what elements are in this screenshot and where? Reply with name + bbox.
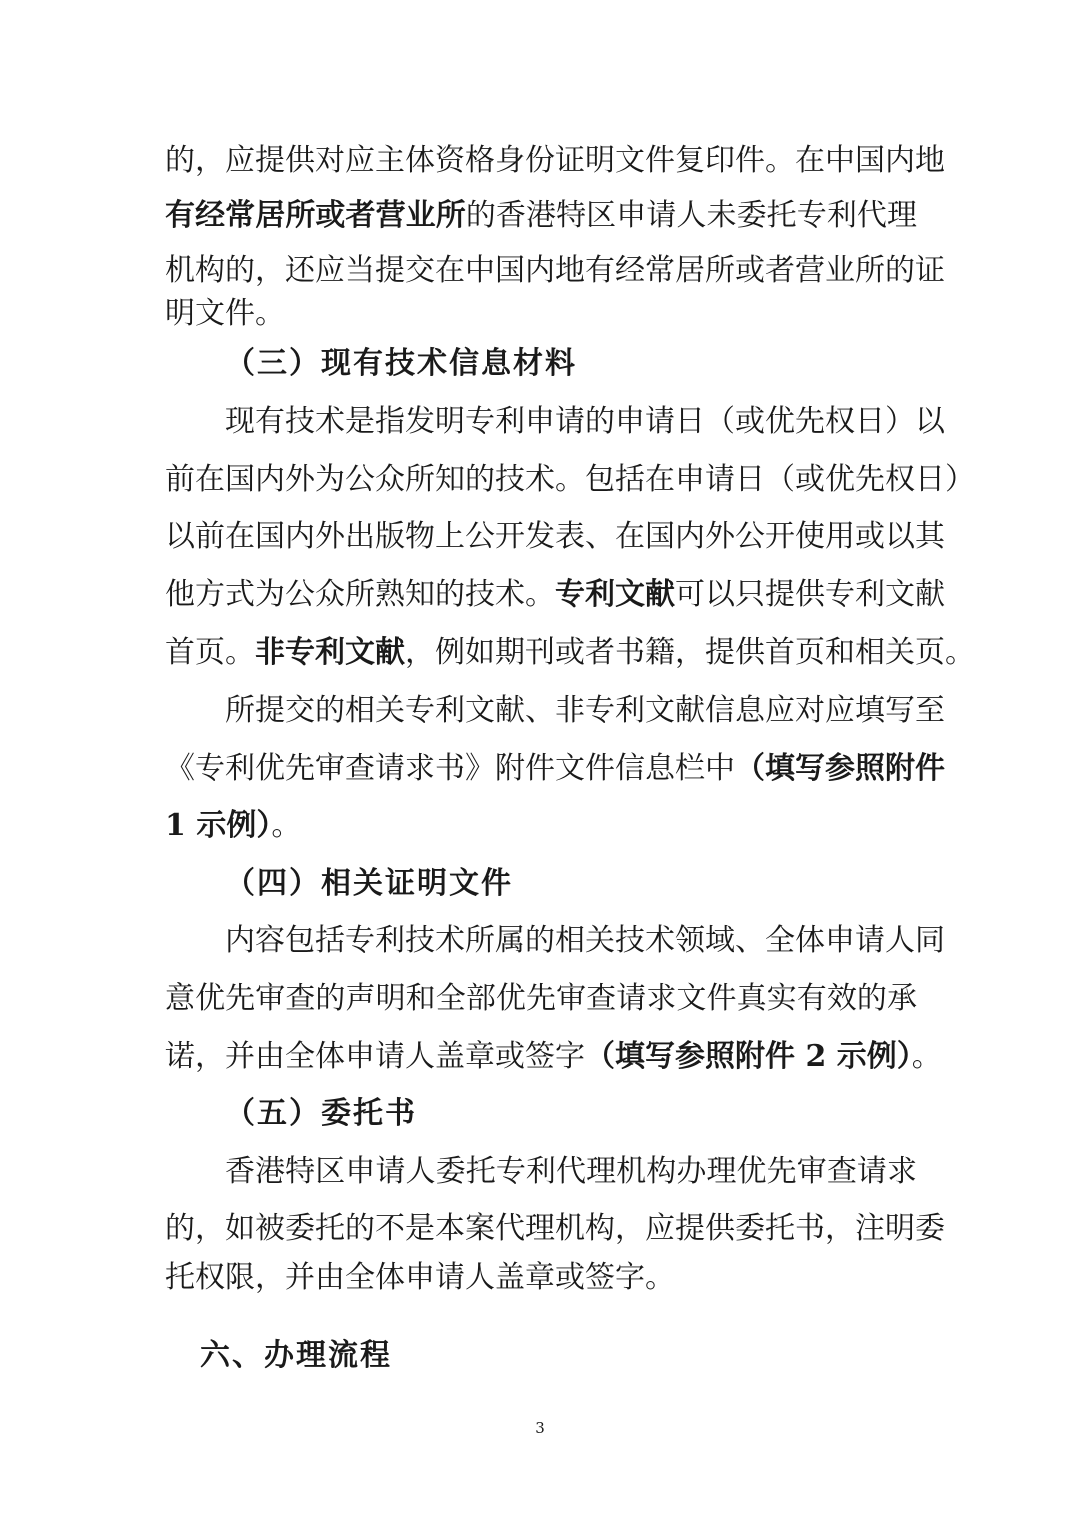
paragraph-line (165, 1037, 942, 1077)
paragraph-line (165, 196, 917, 236)
text: 的，如被委托的不是本案代理机构，应提供委托书，注明委 (165, 1211, 945, 1246)
section-6-heading: 六、办理流程 (200, 1338, 392, 1373)
paragraph-line (165, 1209, 945, 1249)
text: 诺，并由全体申请人盖章或签字 (165, 1039, 585, 1074)
paragraph-line (165, 806, 917, 846)
text: 托权限，并由全体申请人盖章或签字。 (165, 1260, 675, 1295)
paragraph-line (225, 921, 945, 961)
section-5-title: （五）委托书 (225, 1096, 417, 1131)
text: 。 (911, 1039, 942, 1074)
text: 所提交的相关专利文献、非专利文献信息应对应填写至 (225, 693, 945, 728)
paragraph-line (165, 251, 945, 291)
bold-text: 非专利文献 (255, 635, 405, 670)
text: 香港特区申请人委托专利代理机构办理优先审查请求 (225, 1154, 917, 1189)
bold-text: （填写参照附件 2 示例） (585, 1039, 912, 1074)
section-3-title: （三）现有技术信息材料 (225, 346, 577, 381)
bold-text: 专利文献 (555, 577, 675, 612)
bold-text: （填写参照附件 (735, 751, 945, 786)
paragraph-line (165, 141, 945, 181)
paragraph-line (165, 979, 917, 1019)
paragraph-line (165, 294, 917, 334)
paragraph-line (165, 517, 945, 557)
page-number: 3 (535, 1419, 545, 1437)
paragraph-line (225, 691, 945, 731)
text: 以前在国内外出版物上公开发表、在国内外公开使用或以其 (165, 519, 945, 554)
bold-text: 有经常居所或者营业所 (165, 198, 466, 233)
text: 首页。 (165, 635, 255, 670)
paragraph-line (165, 460, 975, 500)
text: 的香港特区申请人未委托专利代理 (465, 198, 918, 233)
text: 他方式为公众所熟知的技术。 (165, 577, 555, 612)
text: 可以只提供专利文献 (675, 577, 945, 612)
text: 现有技术是指发明专利申请的申请日（或优先权日）以 (225, 404, 945, 439)
text: 机构的，还应当提交在中国内地有经常居所或者营业所的证 (165, 253, 945, 288)
text: 明文件。 (165, 296, 285, 331)
paragraph-line (225, 1152, 917, 1192)
section-4-title: （四）相关证明文件 (225, 866, 513, 901)
text: 意优先审查的声明和全部优先审查请求文件真实有效的承 (165, 981, 917, 1016)
text: 《专利优先审查请求书》附件文件信息栏中 (165, 751, 735, 786)
text: 前在国内外为公众所知的技术。包括在申请日（或优先权日） (165, 462, 975, 497)
paragraph-line (225, 402, 945, 442)
text: 。 (271, 808, 302, 843)
text: 的，应提供对应主体资格身份证明文件复印件。在中国内地 (165, 143, 945, 178)
paragraph-line (165, 633, 975, 673)
paragraph-line (165, 1258, 917, 1298)
bold-text: 1 示例） (165, 808, 272, 843)
text: 内容包括专利技术所属的相关技术领域、全体申请人同 (225, 923, 945, 958)
text: ，例如期刊或者书籍，提供首页和相关页。 (405, 635, 975, 670)
paragraph-line (165, 749, 945, 789)
paragraph-line (165, 575, 945, 615)
